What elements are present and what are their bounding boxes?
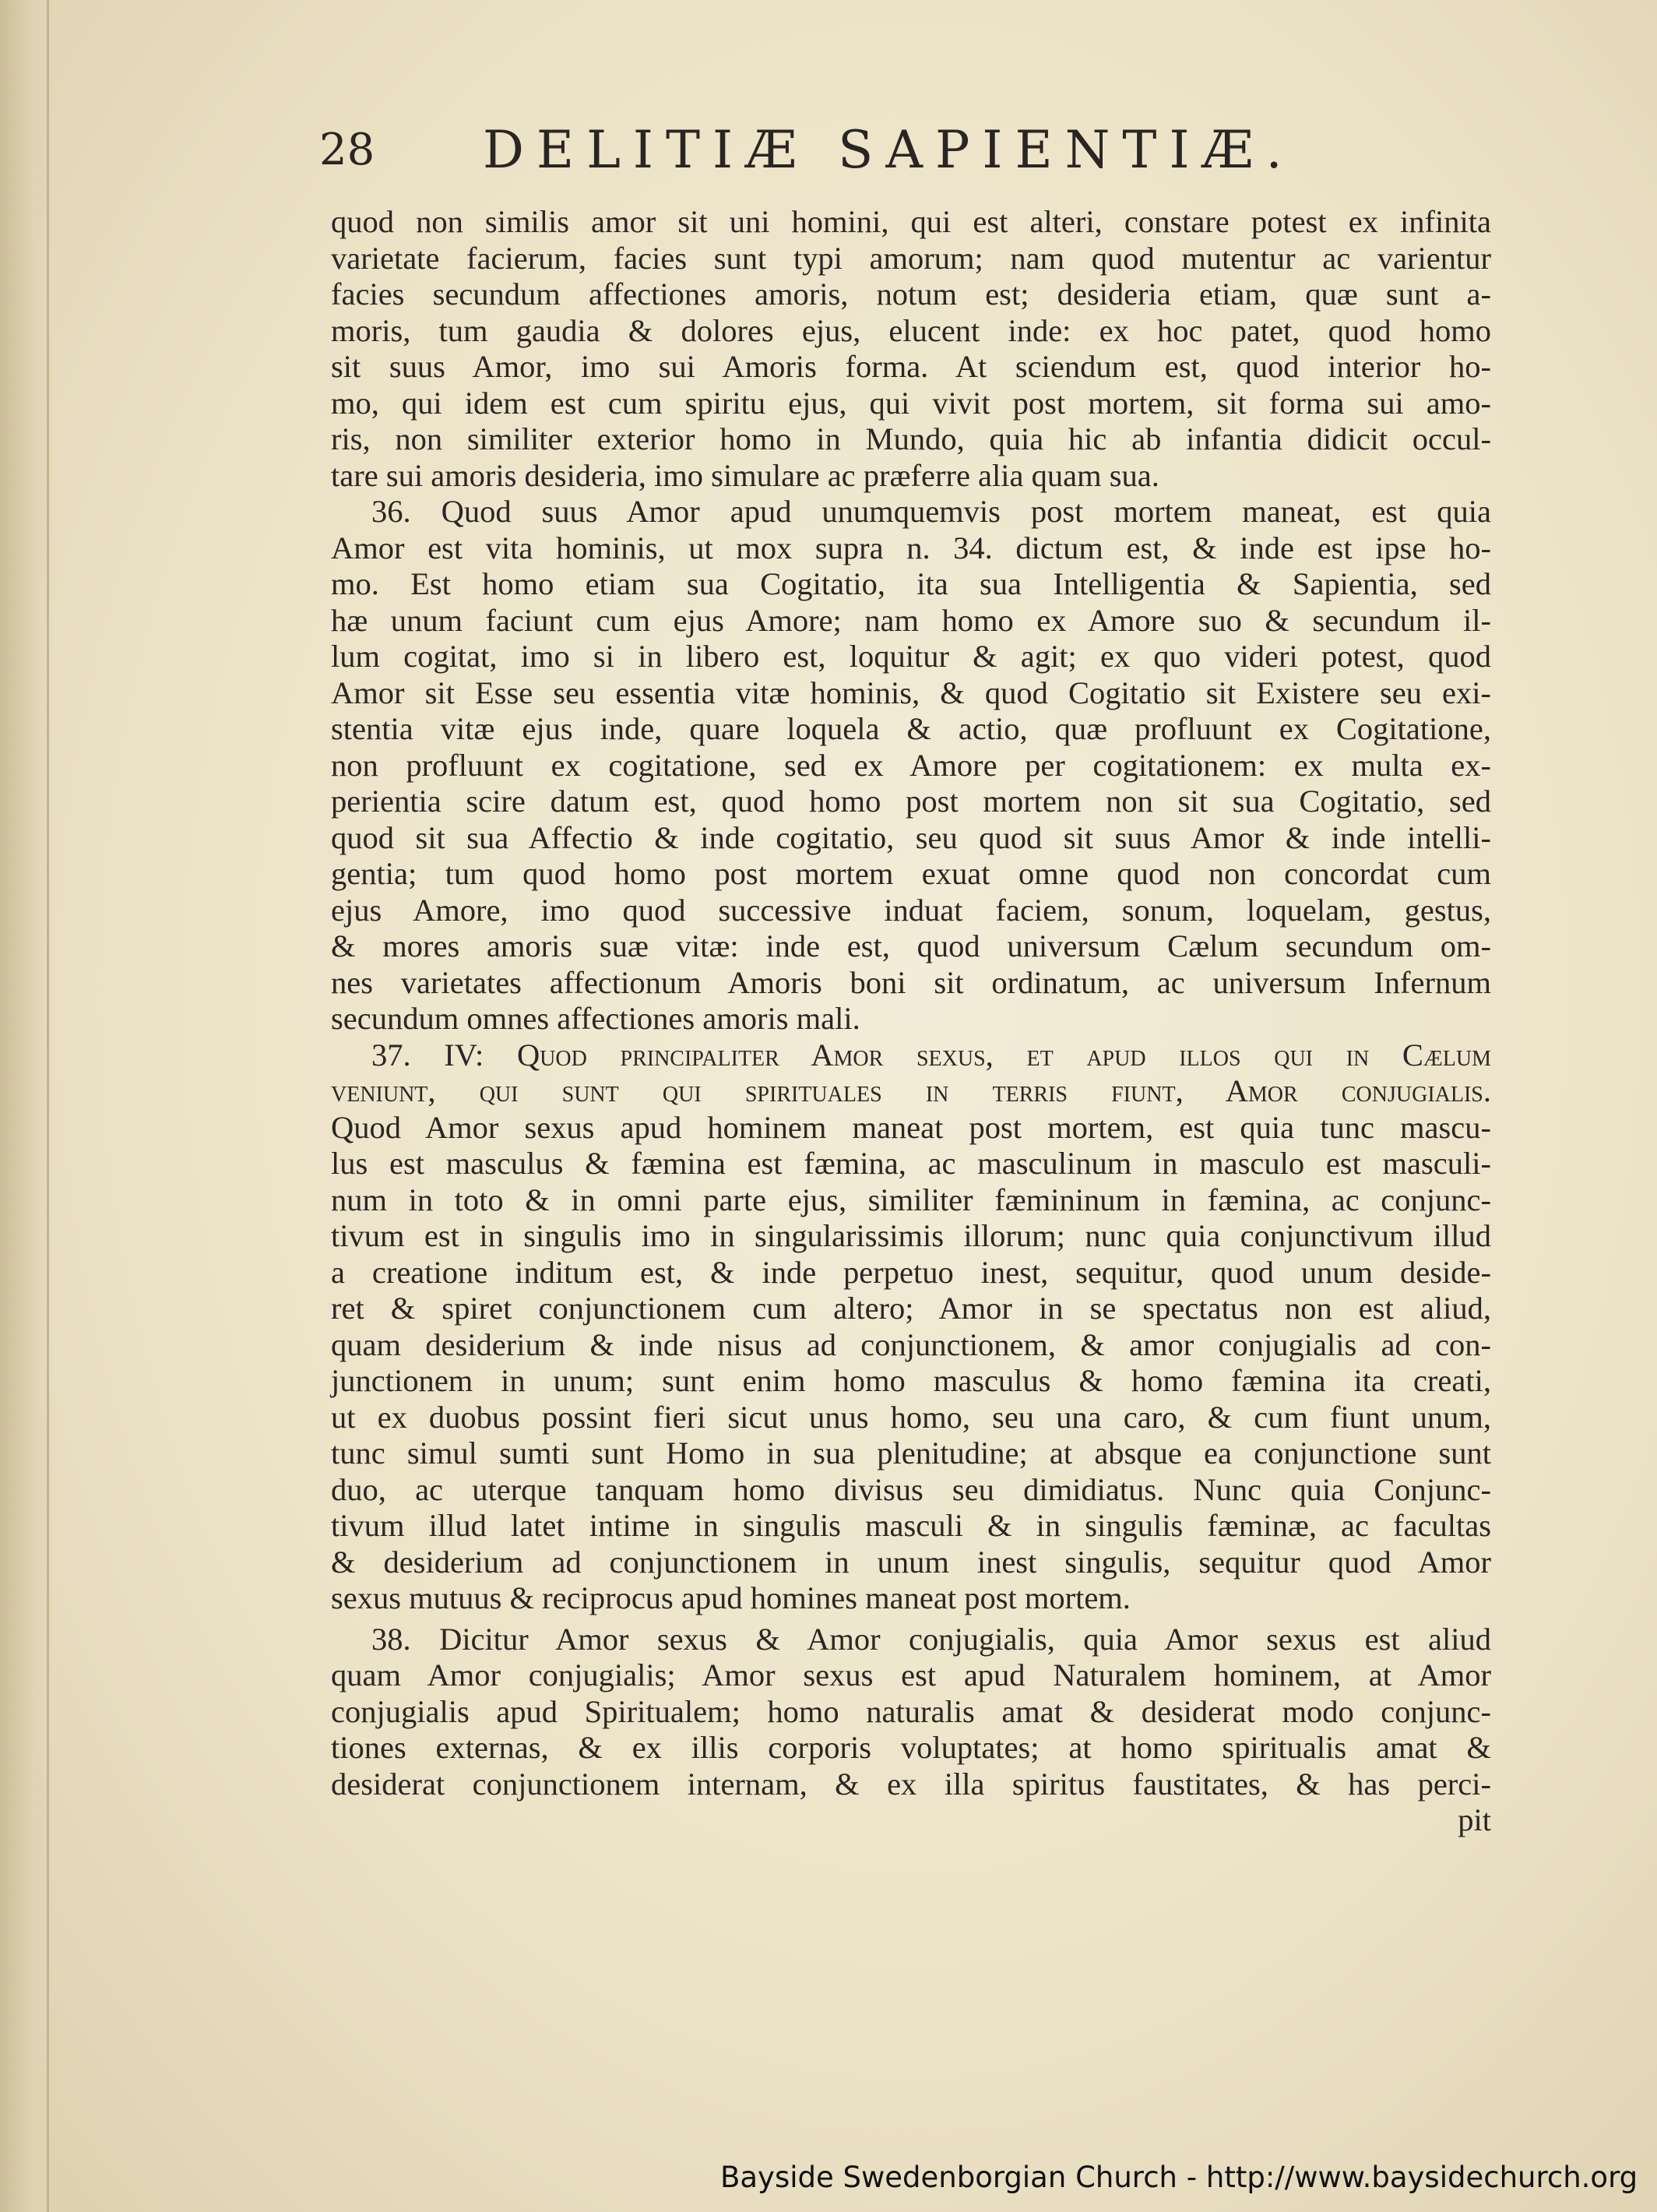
text-line: mo. Est homo etiam sua Cogitatio, ita sua Intelligentia & Sapientia, sed <box>331 566 1491 601</box>
text-line: moris, tum gaudia & dolores ejus, elucent inde: ex hoc patet, quod homo <box>331 312 1491 348</box>
text-line: & desiderium ad conjunctionem in unum inest singulis, sequitur quod Amor <box>331 1544 1491 1580</box>
text-line: a creatione inditum est, & inde perpetuo inest, sequitur, quod unum deside- <box>331 1254 1491 1290</box>
text-line: desiderat conjunctionem internam, & ex illa spiritus faustitates, & has perci- <box>331 1766 1491 1802</box>
paragraph-38-start: 38. Dicitur Amor sexus & Amor conjugialis, quia Amor sexus est aliud <box>371 1621 1491 1657</box>
paragraph-36-start: 36. Quod suus Amor apud unumquemvis post mortem maneat, est quia <box>371 494 1491 529</box>
running-head: DELITIÆ SAPIENTIÆ. <box>483 120 1295 180</box>
page-edge <box>47 0 49 2212</box>
text-line: junctionem in unum; sunt enim homo masculus & homo fæmina ita creati, <box>331 1363 1491 1398</box>
text-line: secundum omnes affectiones amoris mali. <box>331 1001 860 1036</box>
text-line: stentia vitæ ejus inde, quare loquela & actio, quæ profluunt ex Cogitatione, <box>331 711 1491 746</box>
text-line: tivum est in singulis imo in singularissimis illorum; nunc quia conjunctivum illud <box>331 1218 1491 1253</box>
text-line: tunc simul sumti sunt Homo in sua plenitudine; at absque ea conjunctione sunt <box>331 1435 1491 1471</box>
text-line: tiones externas, & ex illis corporis voluptates; at homo spiritualis amat & <box>331 1730 1491 1765</box>
text-line: num in toto & in omni parte ejus, similiter fæmininum in fæmina, ac conjunc- <box>331 1182 1491 1217</box>
text-line: conjugialis apud Spiritualem; homo naturalis amat & desiderat modo conjunc- <box>331 1693 1491 1729</box>
text-line: ut ex duobus possint fieri sicut unus homo, seu una caro, & cum fiunt unum, <box>331 1399 1491 1435</box>
text-line: quam desiderium & inde nisus ad conjunctionem, & amor conjugialis ad con- <box>331 1326 1491 1362</box>
paragraph-37-heading: veniunt, qui sunt qui spirituales in terris fiunt, Amor conjugialis. <box>331 1073 1491 1108</box>
page-number: 28 <box>319 125 375 175</box>
text-line: & mores amoris suæ vitæ: inde est, quod universum Cælum secundum om- <box>331 928 1491 963</box>
catchword: pit <box>1458 1802 1491 1837</box>
text-line: perientia scire datum est, quod homo post mortem non sit sua Cogitatio, sed <box>331 784 1491 819</box>
text-line: nes varietates affectionum Amoris boni sit ordinatum, ac universum Infernum <box>331 964 1491 1000</box>
text-line: Amor sit Esse seu essentia vitæ hominis, & quod Cogitatio sit Existere seu exi- <box>331 675 1491 710</box>
text-line: ris, non similiter exterior homo in Mundo, quia hic ab infantia didicit occul- <box>331 421 1491 456</box>
text-line: varietate facierum, facies sunt typi amorum; nam quod mutentur ac varientur <box>331 240 1491 276</box>
text-line: Amor est vita hominis, ut mox supra n. 34. dictum est, & inde est ipse ho- <box>331 530 1491 565</box>
text-line: ret & spiret conjunctionem cum altero; Amor in se spectatus non est aliud, <box>331 1291 1491 1326</box>
text-line: non profluunt ex cogitatione, sed ex Amore per cogitationem: ex multa ex- <box>331 747 1491 783</box>
paragraph-37-heading: 37. IV: Quod principaliter Amor sexus, et apud illos qui in Cælum <box>371 1037 1491 1073</box>
text-line: quam Amor conjugialis; Amor sexus est apud Naturalem hominem, at Amor <box>331 1657 1491 1692</box>
page-header <box>319 117 1347 187</box>
text-line: Quod Amor sexus apud hominem maneat post mortem, est quia tunc mascu- <box>331 1109 1491 1145</box>
text-line: tivum illud latet intime in singulis masculi & in singulis fæminæ, ac facultas <box>331 1508 1491 1543</box>
text-line: quod sit sua Affectio & inde cogitatio, seu quod sit suus Amor & inde intelli- <box>331 819 1491 855</box>
watermark: Bayside Swedenborgian Church - http://www.baysidechurch.org <box>720 2161 1638 2194</box>
body-text <box>331 204 1491 1839</box>
text-line: sexus mutuus & reciprocus apud homines maneat post mortem. <box>331 1580 1131 1615</box>
text-line: quod non similis amor sit uni homini, qui est alteri, constare potest ex infinita <box>331 204 1491 239</box>
text-line: sit suus Amor, imo sui Amoris forma. At sciendum est, quod interior ho- <box>331 349 1491 384</box>
text-line: duo, ac uterque tanquam homo divisus seu dimidiatus. Nunc quia Conjunc- <box>331 1471 1491 1507</box>
text-line: facies secundum affectiones amoris, notum est; desideria etiam, quæ sunt a- <box>331 276 1491 312</box>
text-line: gentia; tum quod homo post mortem exuat omne quod non concordat cum <box>331 856 1491 891</box>
text-line: tare sui amoris desideria, imo simulare ac præferre alia quam sua. <box>331 457 1159 493</box>
text-line: ejus Amore, imo quod successive induat faciem, sonum, loquelam, gestus, <box>331 892 1491 928</box>
text-line: hæ unum faciunt cum ejus Amore; nam homo ex Amore suo & secundum il- <box>331 602 1491 638</box>
text-line: mo, qui idem est cum spiritu ejus, qui vivit post mortem, sit forma sui amo- <box>331 385 1491 421</box>
text-line: lum cogitat, imo si in libero est, loquitur & agit; ex quo videri potest, quod <box>331 639 1491 674</box>
text-line: lus est masculus & fæmina est fæmina, ac masculinum in masculo est masculi- <box>331 1146 1491 1181</box>
